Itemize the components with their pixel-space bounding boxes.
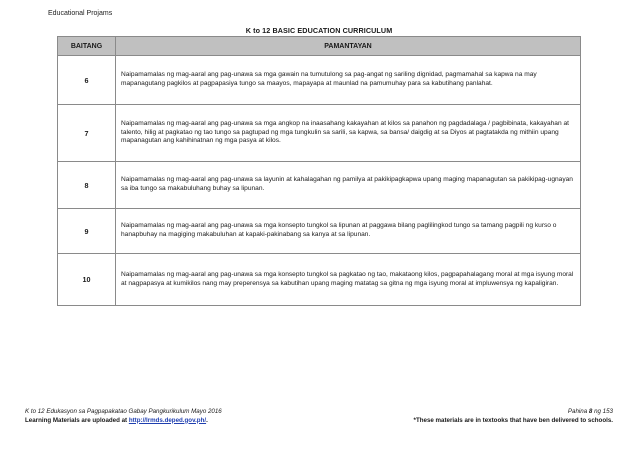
grade-cell: 6	[58, 56, 116, 105]
table-row	[58, 209, 581, 254]
standard-cell: Naipamamalas ng mag-aaral ang pag-unawa sa layunin at kahalagahan ng pamilya at pakikipagkapwa upang maging mapanagutan sa pakikipag-ugnayan sa iba tungo sa makabuluhang buhay sa lipunan.	[116, 162, 581, 209]
curriculum-table	[57, 36, 581, 306]
footer-upload-note	[25, 417, 222, 426]
table-header-row	[58, 37, 581, 56]
page-prefix: Pahina	[567, 408, 589, 415]
table-row	[58, 105, 581, 162]
grade-cell: 8	[58, 162, 116, 209]
organization-label: Educational Projams	[48, 10, 113, 17]
column-header-pamantayan: PAMANTAYAN	[116, 37, 581, 56]
column-header-baitang: BAITANG	[58, 37, 116, 56]
footer-left	[25, 408, 222, 425]
page-suffix: ng 153	[592, 408, 613, 415]
document-title: K to 12 BASIC EDUCATION CURRICULUM	[245, 26, 393, 35]
grade-cell: 7	[58, 105, 116, 162]
table-row	[58, 254, 581, 306]
footer-right	[414, 408, 613, 425]
standard-cell: Naipamamalas ng mag-aaral ang pag-unawa sa mga gawain na tumutulong sa pag-angat ng sariling dignidad, pagmamahal sa kapwa na may mapanagutang pagkilos at pagpapasiya tungo sa maayos, mapayapa at maunlad na pamumuhay para sa kabutihang panlahat.	[116, 56, 581, 105]
table-row	[58, 162, 581, 209]
standard-cell: Naipamamalas ng mag-aaral ang pag-unawa sa mga konsepto tungkol sa pagkatao ng tao, makataong kilos, pagpapahalagang moral at mga isyung moral at nagpapasya at kumikilos nang may preperensya sa kabutihan upang maging matatag sa gitna ng mga isyung moral at impluwensya ng kapaligiran.	[116, 254, 581, 306]
footer-guide-title: K to 12 Edukasyon sa Pagpapakatao Gabay Pangkurikulum Mayo 2016	[25, 408, 222, 415]
standard-cell: Naipamamalas ng mag-aaral ang pag-unawa sa mga konsepto tungkol sa lipunan at paggawa bilang paglilingkod tungo sa tamang pagpili ng kurso o hanapbuhay na magiging makabuluhan at kapaki-pakinabang sa kanya at sa lipunan.	[116, 209, 581, 254]
lrmds-link[interactable]: http://lrmds.deped.gov.ph/	[128, 416, 207, 424]
page-number: 8	[588, 408, 593, 415]
grade-cell: 9	[58, 209, 116, 254]
grade-cell: 10	[58, 254, 116, 306]
page-indicator	[414, 408, 613, 417]
footer-upload-suffix: .	[206, 416, 208, 424]
standard-cell: Naipamamalas ng mag-aaral ang pag-unawa sa mga angkop na inaasahang kakayahan at kilos sa panahon ng pagdadalaga / pagbibinata, kakayahan at talento, hilig at pagkatao ng tao tungo sa pagtupad ng mga tungkulin sa sarili, sa kapwa, sa bansa/ daigdig at sa Diyos at pagtatakda ng mithiin upang mapanagutan ang kahihinatnan ng mga pasya at kilos.	[116, 105, 581, 162]
footer-materials-note: *These materials are in textooks that have ben delivered to schools.	[413, 416, 613, 424]
table-row	[58, 56, 581, 105]
footer-upload-prefix: Learning Materials are uploaded at	[25, 416, 129, 424]
